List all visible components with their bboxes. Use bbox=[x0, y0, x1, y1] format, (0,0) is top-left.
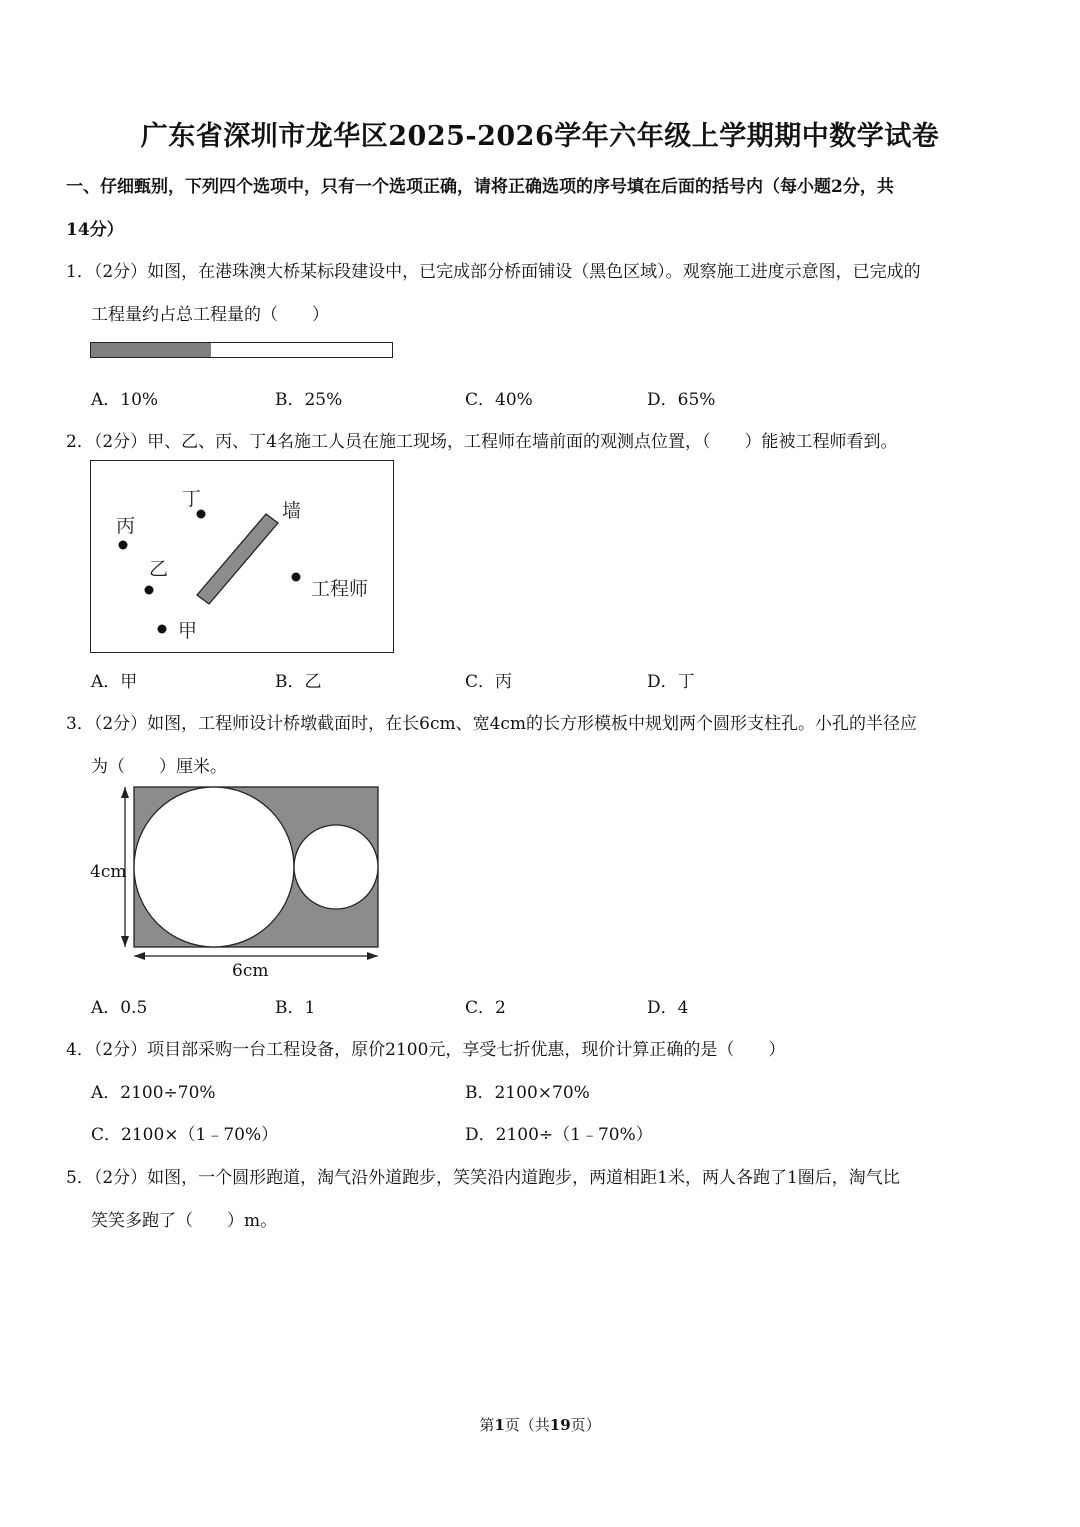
progress-bar bbox=[90, 342, 393, 358]
height-arrow-top bbox=[121, 787, 129, 798]
circles-diagram-svg bbox=[88, 784, 383, 976]
q4-option-d: D．2100÷（1﹣70%） bbox=[465, 1125, 653, 1145]
footer-total-pages: 19 bbox=[549, 1416, 571, 1434]
q1-option-a: A．10% bbox=[91, 390, 159, 410]
label-jia: 甲 bbox=[178, 620, 198, 642]
height-arrow-bottom bbox=[121, 936, 129, 947]
width-arrow-left bbox=[134, 952, 145, 960]
width-arrow-right bbox=[367, 952, 378, 960]
page-footer bbox=[0, 1414, 1080, 1435]
footer-pre: 第 bbox=[479, 1416, 495, 1434]
point-engineer bbox=[292, 573, 301, 582]
footer-page-number: 1 bbox=[494, 1416, 505, 1434]
q3-option-a: A．0.5 bbox=[91, 998, 148, 1018]
question-3-line2: 为（ ）厘米。 bbox=[91, 757, 227, 777]
large-circle bbox=[134, 787, 294, 947]
point-yi bbox=[145, 586, 154, 595]
q1-option-d: D．65% bbox=[647, 390, 716, 410]
label-height: 4cm bbox=[90, 862, 127, 882]
question-1-line1: 1．（2分）如图，在港珠澳大桥某标段建设中，已完成部分桥面铺设（黑色区域）。观察施工进度示意图，已完成的 bbox=[66, 262, 921, 282]
q1-option-c: C．40% bbox=[465, 390, 533, 410]
question-1-line2: 工程量约占总工程量的（ ） bbox=[91, 305, 329, 325]
label-yi: 乙 bbox=[149, 558, 169, 580]
footer-post: 页） bbox=[570, 1416, 601, 1434]
footer-mid: 页（共 bbox=[504, 1416, 550, 1434]
q3-option-d: D．4 bbox=[647, 998, 689, 1018]
point-jia bbox=[158, 625, 167, 634]
question-5-line1: 5．（2分）如图，一个圆形跑道，淘气沿外道跑步，笑笑沿内道跑步，两道相距1米，两人各跑了1圈后，淘气比 bbox=[66, 1168, 900, 1188]
q1-option-b: B．25% bbox=[275, 390, 343, 410]
q3-option-c: C．2 bbox=[465, 998, 506, 1018]
q4-option-c: C．2100×（1﹣70%） bbox=[91, 1125, 279, 1145]
label-wall: 墙 bbox=[282, 500, 302, 522]
section-heading-line1: 一、仔细甄别，下列四个选项中，只有一个选项正确，请将正确选项的序号填在后面的括号内（每小题2分，共 bbox=[66, 177, 894, 197]
label-width: 6cm bbox=[232, 961, 269, 981]
question-4-line1: 4．（2分）项目部采购一台工程设备，原价2100元，享受七折优惠，现价计算正确的是（ ） bbox=[66, 1040, 786, 1060]
question-3-line1: 3．（2分）如图，工程师设计桥墩截面时，在长6cm、宽4cm的长方形模板中规划两个圆形支柱孔。小孔的半径应 bbox=[66, 714, 918, 734]
q4-option-a: A．2100÷70% bbox=[91, 1083, 216, 1103]
q2-option-d: D．丁 bbox=[647, 672, 695, 692]
q3-option-b: B．1 bbox=[275, 998, 316, 1018]
wall-shape bbox=[197, 514, 278, 604]
q4-option-b: B．2100×70% bbox=[465, 1083, 590, 1103]
q2-option-a: A．甲 bbox=[91, 672, 138, 692]
progress-bar-fill bbox=[91, 343, 211, 357]
page-title: 广东省深圳市龙华区2025-2026学年六年级上学期期中数学试卷 bbox=[140, 121, 940, 152]
label-engineer: 工程师 bbox=[311, 578, 369, 600]
label-ding: 丁 bbox=[182, 488, 202, 510]
section-heading-line2: 14分） bbox=[66, 220, 124, 240]
circles-diagram bbox=[88, 784, 383, 981]
small-circle bbox=[294, 825, 378, 909]
wall-diagram bbox=[90, 460, 394, 653]
question-5-line2: 笑笑多跑了（ ）m。 bbox=[91, 1211, 278, 1231]
wall-diagram-svg bbox=[91, 461, 395, 654]
q2-option-b: B．乙 bbox=[275, 672, 322, 692]
point-bing bbox=[119, 541, 128, 550]
question-2-line1: 2．（2分）甲、乙、丙、丁4名施工人员在施工现场，工程师在墙前面的观测点位置，（ ）能被工程师看到。 bbox=[66, 432, 898, 452]
label-bing: 丙 bbox=[116, 515, 136, 537]
q2-option-c: C．丙 bbox=[465, 672, 513, 692]
